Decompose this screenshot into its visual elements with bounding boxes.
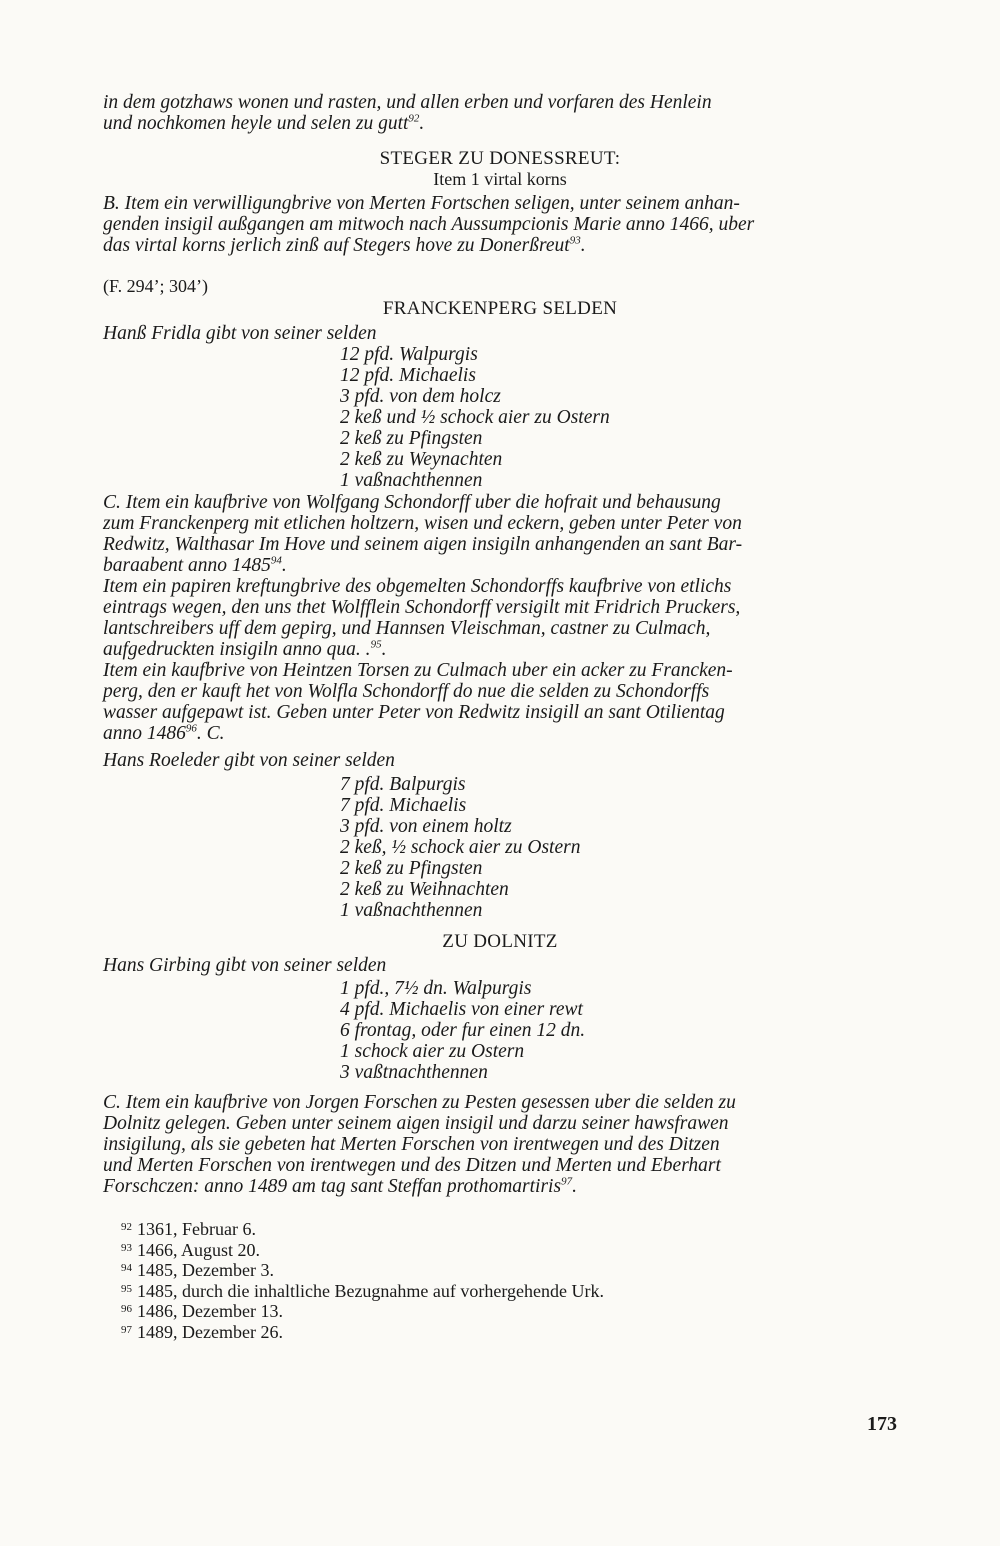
text-span: aufgedruckten insigiln anno qua. . xyxy=(103,639,371,660)
paragraph-c-dolnitz xyxy=(103,1092,897,1197)
footnotes xyxy=(103,1219,897,1342)
text-span: . xyxy=(572,1176,577,1197)
text-line: Dolnitz gelegen. Geben unter seinem aigen insigil und darzu seiner hawsfrawen xyxy=(103,1113,729,1134)
list-item: 12 pfd. Michaelis xyxy=(340,365,476,386)
footnote-text: 1485, durch die inhaltliche Bezugnahme auf vorhergehende Urk. xyxy=(137,1280,605,1301)
footnote-number: 92 xyxy=(121,1221,132,1233)
text-line: perg, den er kauft het von Wolfla Schondorff do nue die selden zu Schondorffs xyxy=(103,681,710,702)
text-span: Forschczen: anno 1489 am tag sant Steffan prothomartiris xyxy=(103,1176,562,1197)
footnote-ref: 93 xyxy=(569,234,581,247)
list-item: 6 frontag, oder fur einen 12 dn. xyxy=(340,1020,586,1041)
list-item: 1 schock aier zu Ostern xyxy=(340,1041,525,1062)
text-span: anno 1486 xyxy=(103,723,186,744)
page-number: 173 xyxy=(867,1413,897,1435)
list-item: 3 pfd. von dem holcz xyxy=(340,386,501,407)
footnote-number: 93 xyxy=(121,1241,132,1254)
footnote xyxy=(121,1219,897,1240)
list-item: 3 vaßtnachthennen xyxy=(340,1062,488,1083)
section-subheading: Item 1 virtal korns xyxy=(433,169,567,189)
list-item: 7 pfd. Michaelis xyxy=(340,795,467,816)
text-span: das virtal korns jerlich zinß auf Stegers hove zu Donerßreut xyxy=(103,235,570,256)
text-line: insigilung, als sie gebeten hat Merten Forschen von irentwegen und des Ditzen xyxy=(103,1134,720,1155)
list-item: 1 pfd., 7½ dn. Walpurgis xyxy=(340,978,532,999)
text-span: . xyxy=(419,113,425,134)
list-item: 2 keß zu Pfingsten xyxy=(340,428,483,449)
list-item: 12 pfd. Walpurgis xyxy=(340,344,478,365)
list-item: 2 keß zu Pfingsten xyxy=(340,858,483,879)
footnote-ref: 97 xyxy=(561,1175,573,1188)
text-line: Item ein papiren kreftungbrive des obgemelten Schondorffs kaufbrive von etlichs xyxy=(103,576,732,597)
list-item: 2 keß und ½ schock aier zu Ostern xyxy=(340,407,610,428)
text-line: C. Item ein kaufbrive von Wolfgang Schondorff uber die hofrait und behausung xyxy=(103,492,721,513)
footnote-number: 96 xyxy=(121,1303,132,1315)
text-line xyxy=(103,723,897,744)
list-item: 1 vaßnachthennen xyxy=(340,900,483,921)
footnote-number: 95 xyxy=(121,1282,132,1295)
tenant-line: Hanß Fridla gibt von seiner selden xyxy=(103,323,377,344)
text-line: in dem gotzhaws wonen und rasten, und allen erben und vorfaren des Henlein xyxy=(103,92,712,113)
text-line: wasser aufgepawt ist. Geben unter Peter von Redwitz insigill an sant Otilientag xyxy=(103,702,725,723)
list-item: 4 pfd. Michaelis von einer rewt xyxy=(340,999,583,1020)
text-line: eintrags wegen, den uns thet Wolfflein Schondorff versigilt mit Fridrich Pruckers, xyxy=(103,597,741,618)
footnote-ref: 92 xyxy=(408,112,420,125)
footnote xyxy=(121,1240,897,1261)
text-line xyxy=(103,113,897,134)
section-heading-franckenperg: FRANCKENPERG SELDEN xyxy=(382,298,618,319)
text-span: . xyxy=(381,639,387,660)
text-span: . C. xyxy=(196,723,225,744)
section-heading-dolnitz: ZU DOLNITZ xyxy=(442,931,558,952)
paragraph-c xyxy=(103,492,897,744)
list-item: 2 keß, ½ schock aier zu Ostern xyxy=(340,837,581,858)
list-item: 2 keß zu Weynachten xyxy=(340,449,503,470)
list-item: 3 pfd. von einem holtz xyxy=(340,816,512,837)
text-span: und nochkomen heyle und selen zu gutt xyxy=(103,113,409,134)
list-item: 1 vaßnachthennen xyxy=(340,470,483,491)
text-line: B. Item ein verwilligungbrive von Merten Fortschen seligen, unter seinem anhan- xyxy=(103,193,740,214)
footnote xyxy=(121,1301,897,1322)
dues-list xyxy=(340,978,897,1083)
text-line: lantschreibers uff dem gepirg, und Hannsen Vleischman, castner zu Culmach, xyxy=(103,618,711,639)
text-line xyxy=(103,1176,897,1197)
list-item: 2 keß zu Weihnachten xyxy=(340,879,509,900)
footnote-text: 1489, Dezember 26. xyxy=(137,1321,283,1342)
text-span: . xyxy=(580,235,586,256)
paragraph-b xyxy=(103,193,897,256)
tenant-line: Hans Girbing gibt von seiner selden xyxy=(103,955,387,976)
footnote xyxy=(121,1281,897,1302)
tenant-line: Hans Roeleder gibt von seiner selden xyxy=(103,750,395,771)
text-line: Redwitz, Walthasar Im Hove und seinem aigen insigiln anhangenden an sant Bar- xyxy=(103,534,743,555)
page-body xyxy=(103,92,897,1342)
footnote xyxy=(121,1322,897,1343)
dues-list xyxy=(340,344,897,491)
footnote xyxy=(121,1260,897,1281)
footnote-text: 1466, August 20. xyxy=(137,1239,261,1260)
text-line xyxy=(103,555,897,576)
footnote-number: 97 xyxy=(121,1323,132,1336)
text-line xyxy=(103,235,897,256)
text-line: C. Item ein kaufbrive von Jorgen Forschen zu Pesten gesessen uber die selden zu xyxy=(103,1092,736,1113)
text-line: Item ein kaufbrive von Heintzen Torsen zu Culmach uber ein acker zu Francken- xyxy=(103,660,733,681)
footnote-ref: 95 xyxy=(370,638,382,651)
footnote-ref: 94 xyxy=(270,554,282,567)
footnote-text: 1361, Februar 6. xyxy=(137,1219,256,1239)
text-span: . xyxy=(281,555,287,576)
footnote-number: 94 xyxy=(121,1262,132,1274)
intro-paragraph xyxy=(103,92,897,134)
section-heading-steger: STEGER ZU DONESSREUT: xyxy=(379,148,621,169)
footnote-text: 1486, Dezember 13. xyxy=(137,1301,283,1321)
dues-list xyxy=(340,774,897,921)
folio-reference: (F. 294’; 304’) xyxy=(103,276,209,296)
text-line: genden insigil außgangen am mitwoch nach Aussumpcionis Marie anno 1466, uber xyxy=(103,214,755,235)
text-line xyxy=(103,639,897,660)
text-span: baraabent anno 1485 xyxy=(103,555,271,576)
text-line: zum Franckenperg mit etlichen holtzern, wisen und eckern, geben unter Peter von xyxy=(103,513,742,534)
footnote-ref: 96 xyxy=(185,722,197,735)
text-line: und Merten Forschen von irentwegen und des Ditzen und Merten und Eberhart xyxy=(103,1155,721,1176)
footnote-text: 1485, Dezember 3. xyxy=(137,1260,274,1280)
list-item: 7 pfd. Balpurgis xyxy=(340,774,466,795)
